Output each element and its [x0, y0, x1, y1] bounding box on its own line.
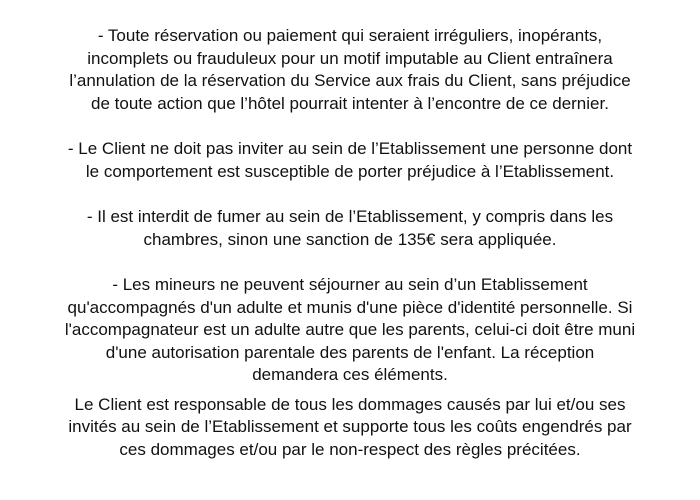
paragraph-guest-invitation	[6, 138, 694, 183]
text-line: ces dommages et/ou par le non-respect des règles précitées.	[119, 439, 581, 459]
text-line: de toute action que l’hôtel pourrait intenter à l’encontre de ce dernier.	[91, 93, 609, 113]
paragraph-invalid-reservation	[6, 25, 694, 115]
text-line: chambres, sinon une sanction de 135€ sera appliquée.	[143, 229, 557, 249]
paragraph-smoking-ban	[6, 206, 694, 251]
paragraph-client-liability	[6, 394, 694, 462]
text-line: l'accompagnateur est un adulte autre que les parents, celui-ci doit être muni	[64, 320, 636, 339]
text-line: le comportement est susceptible de porter préjudice à l’Etablissement.	[85, 161, 615, 181]
text-line: incomplets ou frauduleux pour un motif imputable au Client entraînera	[87, 48, 613, 68]
text-line: l’annulation de la réservation du Service aux frais du Client, sans préjudice	[69, 71, 631, 90]
text-line: qu'accompagnés d'un adulte et munis d'une pièce d'identité personnelle. Si	[67, 297, 633, 317]
text-line: demandera ces éléments.	[252, 365, 448, 384]
text-line: - Le Client ne doit pas inviter au sein de l’Etablissement une personne dont	[67, 139, 633, 158]
text-line: - Toute réservation ou paiement qui seraient irréguliers, inopérants,	[97, 26, 603, 45]
text-line: invités au sein de l’Etablissement et supporte tous les coûts engendrés par	[68, 417, 632, 436]
text-line: Le Client est responsable de tous les dommages causés par lui et/ou ses	[74, 394, 626, 414]
text-line: - Il est interdit de fumer au sein de l’Etablissement, y compris dans les	[86, 207, 614, 226]
text-line: d'une autorisation parentale des parents de l'enfant. La réception	[105, 342, 595, 362]
paragraph-minors	[6, 274, 694, 387]
text-line: - Les mineurs ne peuvent séjourner au sein d’un Etablissement	[112, 275, 588, 294]
